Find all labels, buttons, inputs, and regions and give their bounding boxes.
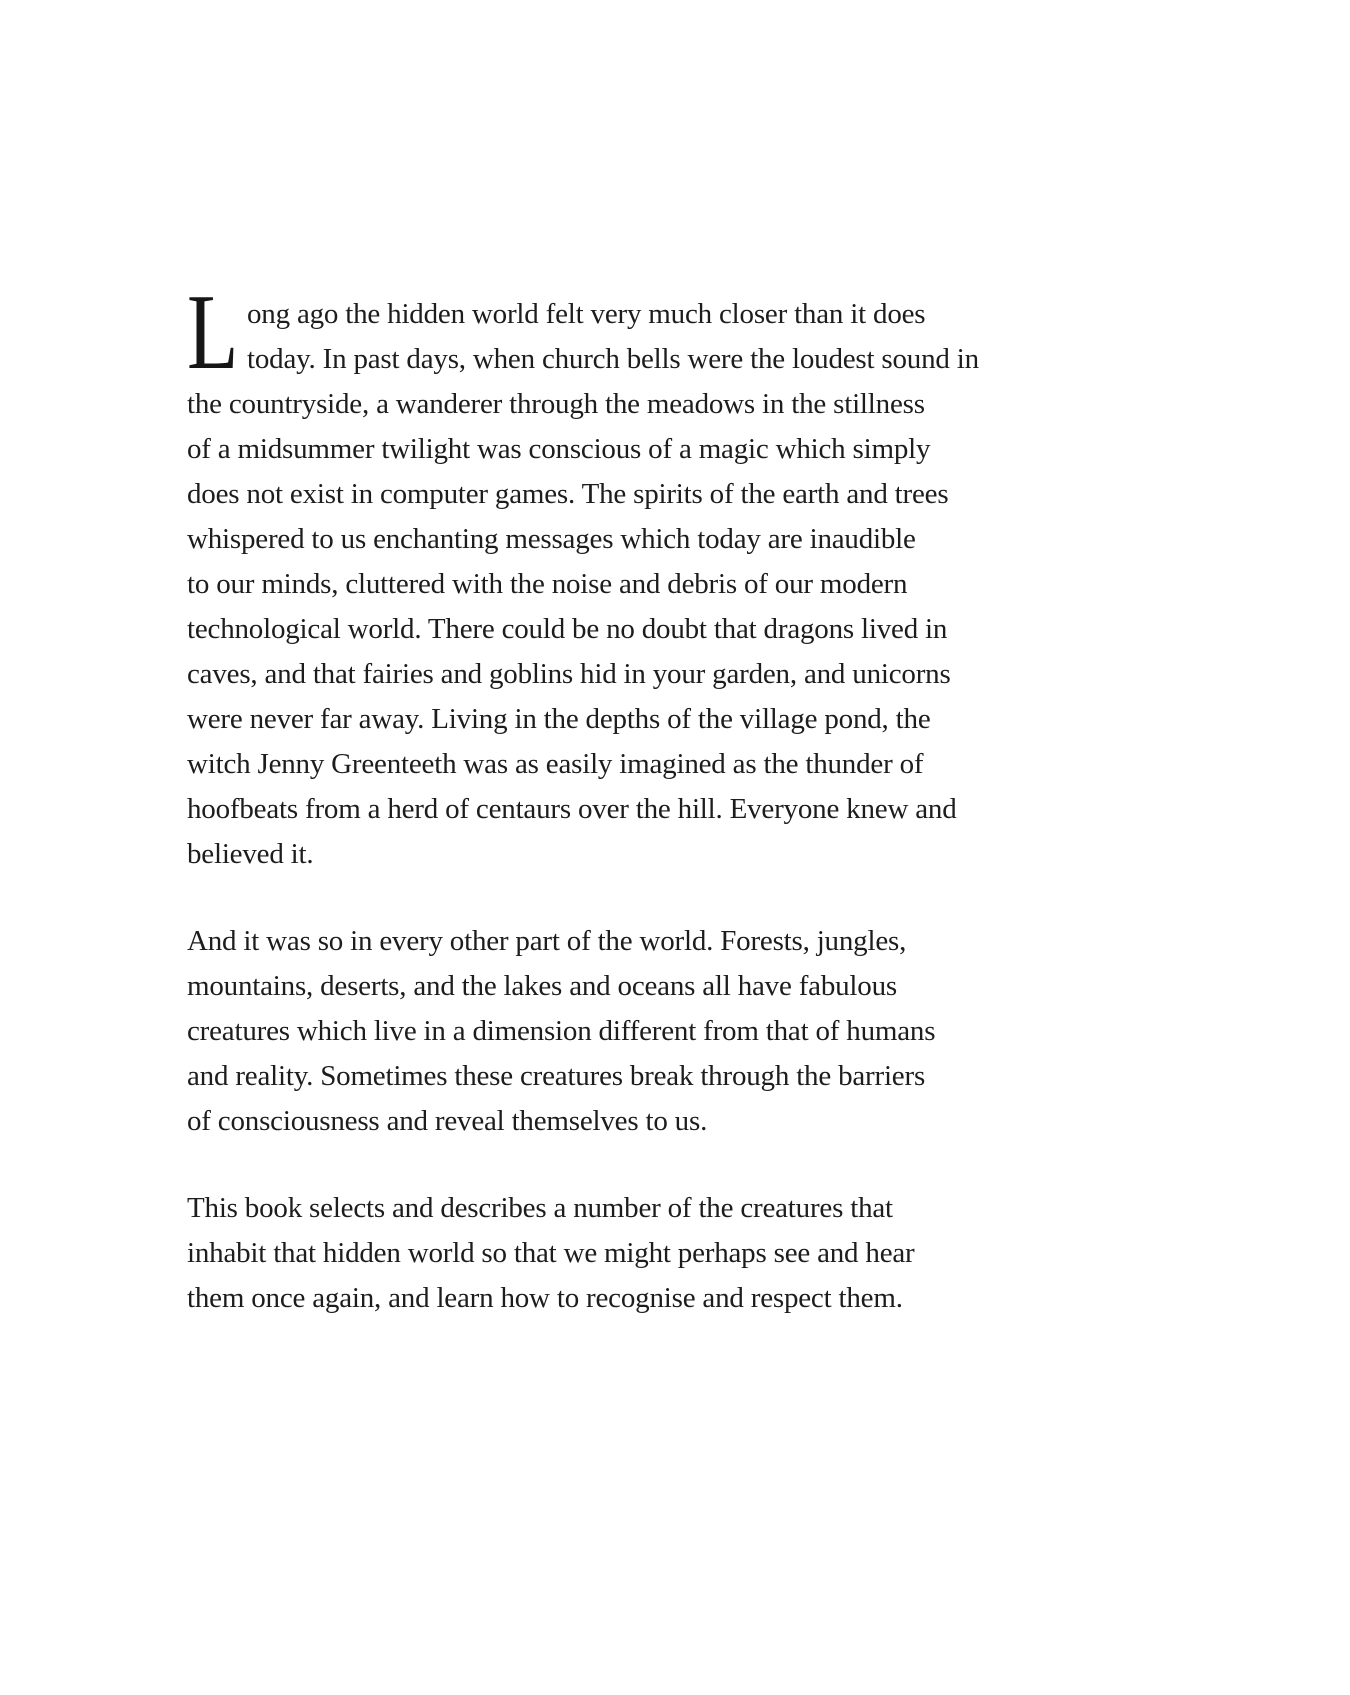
drop-cap-letter: L [187,273,239,392]
text-line: hoofbeats from a herd of centaurs over the hill. Everyone knew and [187,793,957,825]
text-line: technological world. There could be no doubt that dragons lived in [187,613,948,645]
text-line: whispered to us enchanting messages which today are inaudible [187,523,916,555]
text-line: This book selects and describes a number of the creatures that [187,1192,893,1224]
text-line: caves, and that fairies and goblins hid in your garden, and unicorns [187,658,951,690]
text-line: the countryside, a wanderer through the meadows in the stillness [187,388,925,420]
text-line: mountains, deserts, and the lakes and oceans all have fabulous [187,970,897,1002]
text-line: were never far away. Living in the depths of the village pond, the [187,703,931,735]
text-line: of consciousness and reveal themselves to us. [187,1105,708,1137]
paragraph-book-purpose [187,1186,1095,1321]
text-line: to our minds, cluttered with the noise and debris of our modern [187,568,908,600]
text-line: believed it. [187,838,314,870]
text-line: ong ago the hidden world felt very much closer than it does [247,298,926,330]
text-line: creatures which live in a dimension different from that of humans [187,1015,936,1047]
text-line: of a midsummer twilight was conscious of a magic which simply [187,433,931,465]
text-line: And it was so in every other part of the world. Forests, jungles, [187,925,907,957]
text-line: them once again, and learn how to recognise and respect them. [187,1282,903,1314]
paragraph-world [187,919,1095,1144]
text-line: today. In past days, when church bells were the loudest sound in [247,343,979,375]
paragraph-intro [187,273,1095,877]
text-line: inhabit that hidden world so that we might perhaps see and hear [187,1237,915,1269]
text-line: and reality. Sometimes these creatures break through the barriers [187,1060,926,1092]
text-line: witch Jenny Greenteeth was as easily imagined as the thunder of [187,748,924,780]
text-line: does not exist in computer games. The spirits of the earth and trees [187,478,949,510]
